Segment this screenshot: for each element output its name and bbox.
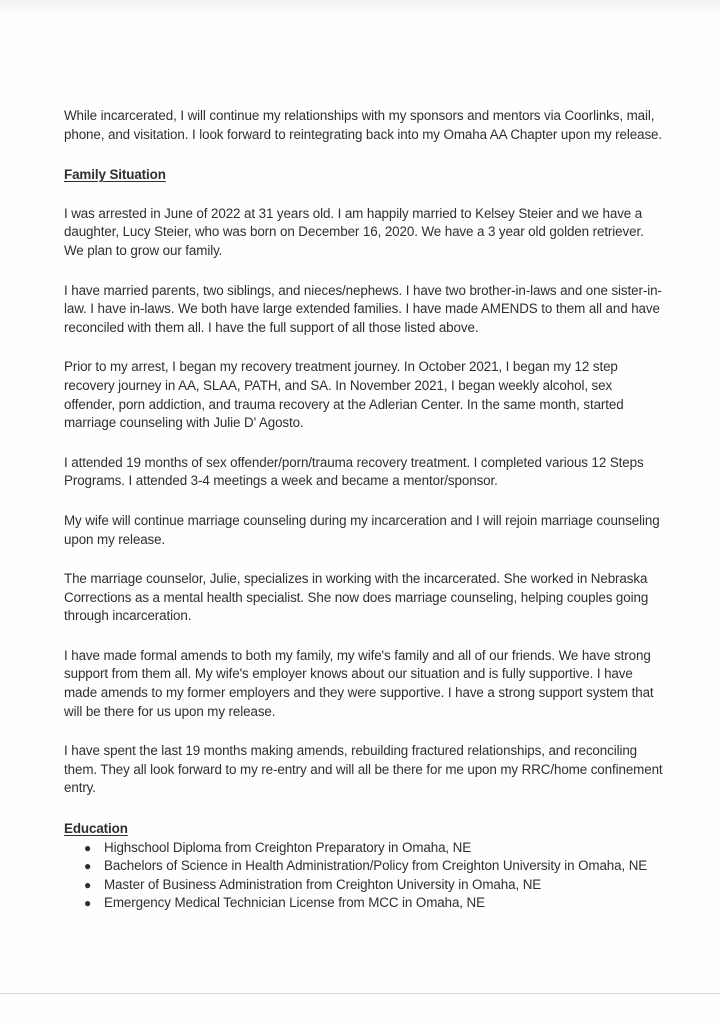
education-list: [64, 839, 664, 913]
bullet-icon: ●: [84, 859, 92, 874]
document-body: [64, 107, 664, 913]
education-item-text: Highschool Diploma from Creighton Preparatory in Omaha, NE: [104, 839, 472, 855]
bullet-icon: ●: [84, 877, 92, 892]
education-item: [84, 839, 664, 858]
family-paragraph-8: I have spent the last 19 months making amends, rebuilding fractured relationships, and reconciling them. They all look forward to my re-entry and will all be there for me upon my RRC/home confinement entry.: [64, 743, 663, 796]
bullet-icon: ●: [84, 840, 92, 855]
education-item-text: Master of Business Administration from Creighton University in Omaha, NE: [104, 876, 542, 892]
scan-bottom-edge: [0, 993, 720, 994]
family-paragraph-4: I attended 19 months of sex offender/porn/trauma recovery treatment. I completed various 12 Steps Programs. I attended 3-4 meetings a week and became a mentor/sponsor.: [64, 454, 644, 489]
family-situation-heading: Family Situation: [64, 167, 166, 183]
intro-paragraph: While incarcerated, I will continue my relationships with my sponsors and mentors via Coorlinks, mail, phone, and visitation. I look forward to reintegrating back into my Omaha AA Chapter upon my release.: [64, 108, 663, 142]
family-paragraph-5: My wife will continue marriage counseling during my incarceration and I will rejoin marriage counseling upon my release.: [64, 512, 660, 547]
education-item-text: Emergency Medical Technician License from MCC in Omaha, NE: [104, 895, 485, 911]
education-item: [84, 894, 664, 913]
scan-top-shade: [0, 0, 720, 14]
family-paragraph-3: Prior to my arrest, I began my recovery treatment journey. In October 2021, I began my 12 step recovery journey in AA, SLAA, PATH, and SA. In November 2021, I began weekly alcohol, sex offender, porn addiction, and trauma recovery at the Adlerian Center. In the same month, started marriage counseling with Julie D' Agosto.: [64, 359, 624, 431]
family-paragraph-7: I have made formal amends to both my family, my wife's family and all of our friends. We have strong support from them all. My wife's employer knows about our situation and is fully supportive. I have made amends to my former employers and they were supportive. I have a strong support system that will be there for us upon my release.: [64, 647, 654, 719]
education-item: [84, 876, 664, 895]
family-paragraph-1: I was arrested in June of 2022 at 31 years old. I am happily married to Kelsey Steier and we have a daughter, Lucy Steier, who was born on December 16, 2020. We have a 3 year old golden retriever. We plan to grow our family.: [64, 205, 644, 258]
education-item-text: Bachelors of Science in Health Administration/Policy from Creighton University in Omaha, NE: [104, 858, 648, 874]
family-paragraph-6: The marriage counselor, Julie, specializes in working with the incarcerated. She worked in Nebraska Corrections as a mental health specialist. She now does marriage counseling, helping couples going through incarceration.: [64, 571, 649, 624]
bullet-icon: ●: [84, 896, 92, 911]
education-heading: Education: [64, 821, 128, 837]
family-paragraph-2: I have married parents, two siblings, and nieces/nephews. I have two brother-in-laws and one sister-in-law. I have in-laws. We both have large extended families. I have made AMENDS to them all and have reconciled with them all. I have the full support of all those listed above.: [64, 282, 662, 335]
education-item: [84, 857, 664, 876]
